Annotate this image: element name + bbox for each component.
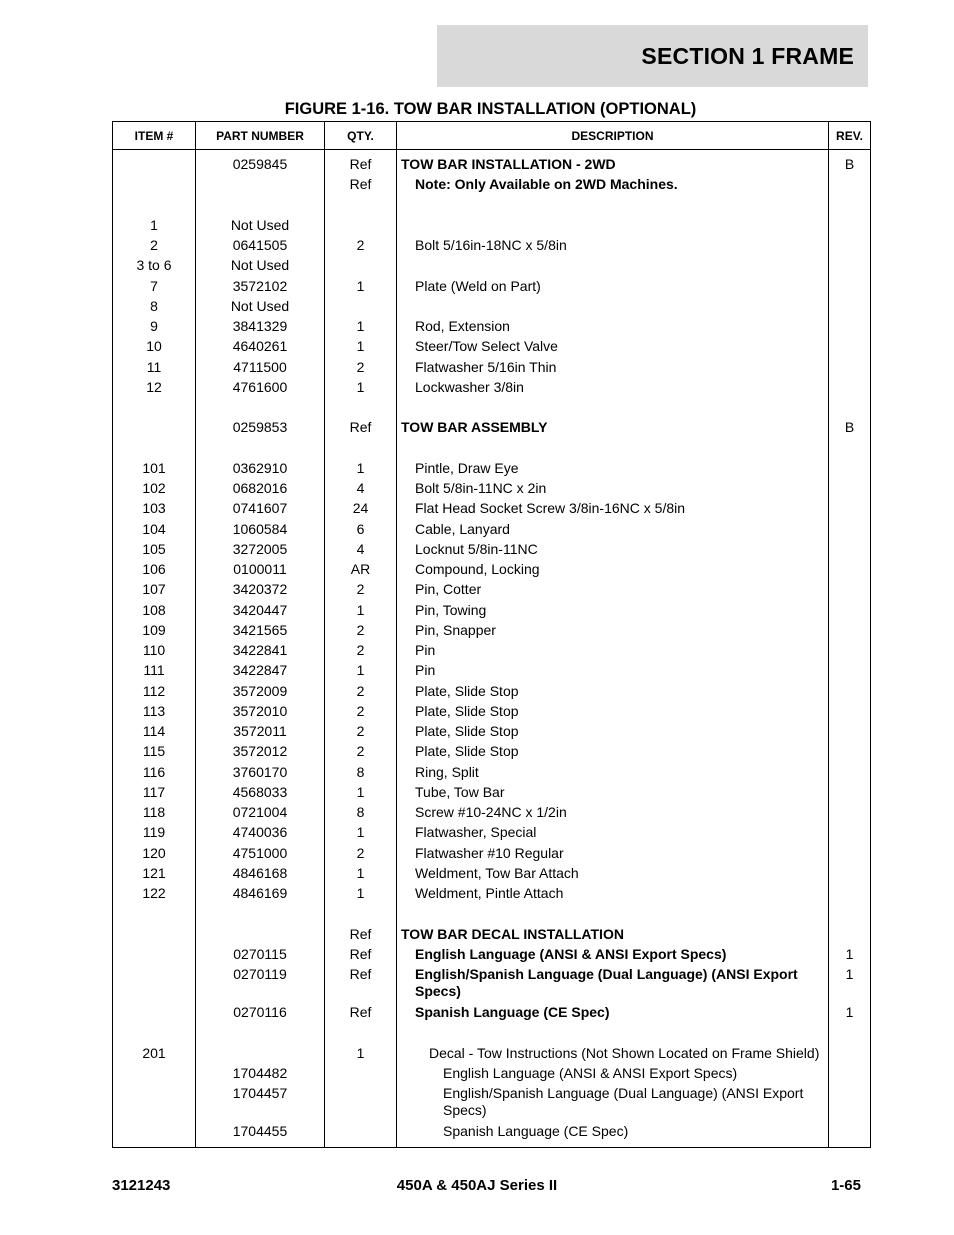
- section-header: [437, 25, 868, 87]
- table-row: [113, 440, 871, 460]
- rev-cell: B: [829, 150, 871, 177]
- table-row: [113, 723, 871, 743]
- item-cell: 116: [113, 764, 196, 784]
- rev-cell: [829, 1045, 871, 1065]
- qty-cell: 1: [325, 602, 397, 622]
- part-number-cell: 0270119: [196, 966, 325, 1004]
- description-cell: Cable, Lanyard: [397, 521, 829, 541]
- item-cell: 118: [113, 804, 196, 824]
- rev-cell: [829, 318, 871, 338]
- rev-cell: [829, 298, 871, 318]
- table-row: [113, 359, 871, 379]
- table-row: [113, 379, 871, 399]
- item-cell: 117: [113, 784, 196, 804]
- qty-cell: [325, 1065, 397, 1085]
- part-number-cell: 3272005: [196, 541, 325, 561]
- item-cell: 110: [113, 642, 196, 662]
- part-number-cell: 3422847: [196, 662, 325, 682]
- qty-cell: [325, 1024, 397, 1044]
- rev-cell: [829, 237, 871, 257]
- part-number-cell: 3841329: [196, 318, 325, 338]
- description-cell: Lockwasher 3/8in: [397, 379, 829, 399]
- item-cell: 108: [113, 602, 196, 622]
- rev-cell: [829, 885, 871, 905]
- part-number-cell: Not Used: [196, 298, 325, 318]
- part-number-cell: 0270115: [196, 946, 325, 966]
- table-row: [113, 865, 871, 885]
- part-number-cell: [196, 905, 325, 925]
- qty-cell: 2: [325, 642, 397, 662]
- rev-cell: [829, 257, 871, 277]
- item-cell: 120: [113, 845, 196, 865]
- part-number-cell: [196, 440, 325, 460]
- description-cell: Spanish Language (CE Spec): [397, 1123, 829, 1148]
- qty-cell: Ref: [325, 946, 397, 966]
- description-cell: [397, 217, 829, 237]
- rev-cell: [829, 905, 871, 925]
- description-cell: Weldment, Tow Bar Attach: [397, 865, 829, 885]
- table-row: [113, 278, 871, 298]
- description-cell: Plate, Slide Stop: [397, 703, 829, 723]
- table-row: [113, 150, 871, 177]
- part-number-cell: 0682016: [196, 480, 325, 500]
- part-number-cell: 0259853: [196, 419, 325, 439]
- item-cell: 103: [113, 500, 196, 520]
- table-row: [113, 399, 871, 419]
- item-cell: [113, 419, 196, 439]
- qty-cell: [325, 440, 397, 460]
- table-row: [113, 905, 871, 925]
- description-cell: Pintle, Draw Eye: [397, 460, 829, 480]
- item-cell: 9: [113, 318, 196, 338]
- qty-cell: 1: [325, 662, 397, 682]
- item-cell: 2: [113, 237, 196, 257]
- item-cell: [113, 150, 196, 177]
- qty-cell: Ref: [325, 926, 397, 946]
- table-row: [113, 703, 871, 723]
- item-cell: 104: [113, 521, 196, 541]
- table-row: [113, 197, 871, 217]
- rev-cell: [829, 743, 871, 763]
- table-row: [113, 804, 871, 824]
- table-row: [113, 1085, 871, 1123]
- item-cell: 11: [113, 359, 196, 379]
- qty-cell: 1: [325, 278, 397, 298]
- description-cell: [397, 905, 829, 925]
- description-cell: [397, 257, 829, 277]
- rev-cell: [829, 703, 871, 723]
- rev-cell: [829, 521, 871, 541]
- qty-cell: [325, 1085, 397, 1123]
- rev-cell: [829, 865, 871, 885]
- qty-cell: 2: [325, 703, 397, 723]
- qty-cell: [325, 399, 397, 419]
- table-row: [113, 480, 871, 500]
- table-row: [113, 500, 871, 520]
- part-number-cell: 3760170: [196, 764, 325, 784]
- rev-cell: [829, 581, 871, 601]
- rev-cell: [829, 338, 871, 358]
- footer-page-number: 1-65: [830, 1177, 861, 1194]
- qty-cell: 24: [325, 500, 397, 520]
- table-row: [113, 764, 871, 784]
- item-cell: [113, 905, 196, 925]
- item-cell: 106: [113, 561, 196, 581]
- description-cell: [397, 1024, 829, 1044]
- rev-cell: [829, 845, 871, 865]
- item-cell: [113, 1065, 196, 1085]
- part-number-cell: 4711500: [196, 359, 325, 379]
- rev-cell: [829, 683, 871, 703]
- description-cell: Spanish Language (CE Spec): [397, 1004, 829, 1024]
- part-number-cell: 0100011: [196, 561, 325, 581]
- description-cell: Plate (Weld on Part): [397, 278, 829, 298]
- table-row: [113, 966, 871, 1004]
- part-number-cell: 4751000: [196, 845, 325, 865]
- qty-cell: 2: [325, 723, 397, 743]
- part-number-cell: 0270116: [196, 1004, 325, 1024]
- qty-cell: [325, 298, 397, 318]
- table-row: [113, 602, 871, 622]
- item-cell: 107: [113, 581, 196, 601]
- section-title: SECTION 1 FRAME: [641, 42, 854, 69]
- column-header-rev: REV.: [829, 122, 871, 150]
- description-cell: Pin, Towing: [397, 602, 829, 622]
- qty-cell: 1: [325, 460, 397, 480]
- rev-cell: [829, 642, 871, 662]
- description-cell: Bolt 5/16in-18NC x 5/8in: [397, 237, 829, 257]
- table-row: [113, 338, 871, 358]
- description-cell: Note: Only Available on 2WD Machines.: [397, 176, 829, 196]
- rev-cell: [829, 723, 871, 743]
- qty-cell: [325, 197, 397, 217]
- description-cell: [397, 399, 829, 419]
- part-number-cell: [196, 399, 325, 419]
- item-cell: [113, 1024, 196, 1044]
- part-number-cell: 3572102: [196, 278, 325, 298]
- qty-cell: 2: [325, 683, 397, 703]
- item-cell: [113, 926, 196, 946]
- item-cell: 105: [113, 541, 196, 561]
- item-cell: 3 to 6: [113, 257, 196, 277]
- qty-cell: [325, 905, 397, 925]
- part-number-cell: 0362910: [196, 460, 325, 480]
- qty-cell: 2: [325, 359, 397, 379]
- description-cell: [397, 298, 829, 318]
- item-cell: 8: [113, 298, 196, 318]
- rev-cell: [829, 460, 871, 480]
- description-cell: [397, 197, 829, 217]
- figure-title: FIGURE 1-16. TOW BAR INSTALLATION (OPTIONAL): [284, 100, 697, 118]
- description-cell: TOW BAR INSTALLATION - 2WD: [397, 150, 829, 177]
- item-cell: 121: [113, 865, 196, 885]
- table-row: [113, 521, 871, 541]
- part-number-cell: [196, 176, 325, 196]
- qty-cell: AR: [325, 561, 397, 581]
- item-cell: 101: [113, 460, 196, 480]
- part-number-cell: 0259845: [196, 150, 325, 177]
- qty-cell: 2: [325, 237, 397, 257]
- qty-cell: [325, 1123, 397, 1148]
- qty-cell: 1: [325, 318, 397, 338]
- part-number-cell: 4740036: [196, 824, 325, 844]
- item-cell: [113, 1085, 196, 1123]
- item-cell: [113, 946, 196, 966]
- table-row: [113, 176, 871, 196]
- item-cell: [113, 966, 196, 1004]
- table-row: [113, 257, 871, 277]
- item-cell: 122: [113, 885, 196, 905]
- part-number-cell: 0741607: [196, 500, 325, 520]
- part-number-cell: 1060584: [196, 521, 325, 541]
- parts-table-body: [113, 150, 871, 1148]
- description-cell: Locknut 5/8in-11NC: [397, 541, 829, 561]
- part-number-cell: 3420447: [196, 602, 325, 622]
- table-row: [113, 217, 871, 237]
- part-number-cell: 0641505: [196, 237, 325, 257]
- item-cell: 109: [113, 622, 196, 642]
- description-cell: Pin: [397, 662, 829, 682]
- qty-cell: 2: [325, 622, 397, 642]
- part-number-cell: 3422841: [196, 642, 325, 662]
- rev-cell: [829, 440, 871, 460]
- rev-cell: [829, 824, 871, 844]
- description-cell: Steer/Tow Select Valve: [397, 338, 829, 358]
- qty-cell: 4: [325, 480, 397, 500]
- rev-cell: [829, 359, 871, 379]
- rev-cell: [829, 926, 871, 946]
- description-cell: Bolt 5/8in-11NC x 2in: [397, 480, 829, 500]
- table-row: [113, 298, 871, 318]
- item-cell: 115: [113, 743, 196, 763]
- rev-cell: [829, 176, 871, 196]
- rev-cell: [829, 561, 871, 581]
- item-cell: [113, 399, 196, 419]
- rev-cell: [829, 217, 871, 237]
- part-number-cell: 1704455: [196, 1123, 325, 1148]
- part-number-cell: 3572010: [196, 703, 325, 723]
- qty-cell: Ref: [325, 176, 397, 196]
- description-cell: Tube, Tow Bar: [397, 784, 829, 804]
- part-number-cell: 1704457: [196, 1085, 325, 1123]
- part-number-cell: 4568033: [196, 784, 325, 804]
- item-cell: [113, 197, 196, 217]
- part-number-cell: [196, 926, 325, 946]
- description-cell: English/Spanish Language (Dual Language) (ANSI Export Specs): [397, 966, 829, 1004]
- table-row: [113, 561, 871, 581]
- rev-cell: [829, 1085, 871, 1123]
- table-row: [113, 946, 871, 966]
- part-number-cell: 3572012: [196, 743, 325, 763]
- qty-cell: 1: [325, 1045, 397, 1065]
- part-number-cell: 4640261: [196, 338, 325, 358]
- qty-cell: 2: [325, 845, 397, 865]
- part-number-cell: 4761600: [196, 379, 325, 399]
- rev-cell: B: [829, 419, 871, 439]
- footer-model: 450A & 450AJ Series II: [396, 1177, 558, 1194]
- rev-cell: [829, 541, 871, 561]
- table-row: [113, 541, 871, 561]
- table-row: [113, 885, 871, 905]
- item-cell: [113, 440, 196, 460]
- rev-cell: [829, 399, 871, 419]
- item-cell: 113: [113, 703, 196, 723]
- item-cell: 119: [113, 824, 196, 844]
- table-row: [113, 926, 871, 946]
- qty-cell: 8: [325, 804, 397, 824]
- qty-cell: 2: [325, 743, 397, 763]
- part-number-cell: [196, 1045, 325, 1065]
- item-cell: 112: [113, 683, 196, 703]
- description-cell: Rod, Extension: [397, 318, 829, 338]
- table-row: [113, 1065, 871, 1085]
- item-cell: 10: [113, 338, 196, 358]
- rev-cell: 1: [829, 966, 871, 1004]
- description-cell: Decal - Tow Instructions (Not Shown Located on Frame Shield): [397, 1045, 829, 1065]
- table-row: [113, 419, 871, 439]
- rev-cell: [829, 784, 871, 804]
- qty-cell: [325, 217, 397, 237]
- description-cell: Plate, Slide Stop: [397, 743, 829, 763]
- qty-cell: 1: [325, 885, 397, 905]
- table-row: [113, 845, 871, 865]
- item-cell: 114: [113, 723, 196, 743]
- qty-cell: 8: [325, 764, 397, 784]
- description-cell: Pin, Snapper: [397, 622, 829, 642]
- rev-cell: [829, 602, 871, 622]
- table-header-row: [113, 122, 871, 150]
- table-row: [113, 581, 871, 601]
- table-row: [113, 683, 871, 703]
- footer-doc-number: 3121243: [112, 1177, 171, 1194]
- item-cell: [113, 1004, 196, 1024]
- table-row: [113, 460, 871, 480]
- part-number-cell: 1704482: [196, 1065, 325, 1085]
- description-cell: TOW BAR ASSEMBLY: [397, 419, 829, 439]
- qty-cell: 6: [325, 521, 397, 541]
- rev-cell: 1: [829, 946, 871, 966]
- description-cell: Flatwasher #10 Regular: [397, 845, 829, 865]
- column-header-qty: QTY.: [325, 122, 397, 150]
- table-row: [113, 662, 871, 682]
- table-row: [113, 1024, 871, 1044]
- rev-cell: [829, 1024, 871, 1044]
- part-number-cell: Not Used: [196, 257, 325, 277]
- part-number-cell: [196, 197, 325, 217]
- table-row: [113, 784, 871, 804]
- part-number-cell: [196, 1024, 325, 1044]
- qty-cell: 1: [325, 379, 397, 399]
- rev-cell: [829, 500, 871, 520]
- rev-cell: 1: [829, 1004, 871, 1024]
- part-number-cell: 3572009: [196, 683, 325, 703]
- table-row: [113, 1045, 871, 1065]
- description-cell: Pin: [397, 642, 829, 662]
- table-row: [113, 237, 871, 257]
- qty-cell: 1: [325, 784, 397, 804]
- description-cell: Flatwasher 5/16in Thin: [397, 359, 829, 379]
- description-cell: English/Spanish Language (Dual Language) (ANSI Export Specs): [397, 1085, 829, 1123]
- column-header-part-number: PART NUMBER: [196, 122, 325, 150]
- item-cell: 111: [113, 662, 196, 682]
- description-cell: Flatwasher, Special: [397, 824, 829, 844]
- table-row: [113, 1004, 871, 1024]
- part-number-cell: 4846168: [196, 865, 325, 885]
- part-number-cell: 4846169: [196, 885, 325, 905]
- rev-cell: [829, 197, 871, 217]
- description-cell: Ring, Split: [397, 764, 829, 784]
- item-cell: 1: [113, 217, 196, 237]
- qty-cell: Ref: [325, 1004, 397, 1024]
- table-row: [113, 318, 871, 338]
- rev-cell: [829, 622, 871, 642]
- part-number-cell: 3421565: [196, 622, 325, 642]
- qty-cell: [325, 257, 397, 277]
- column-header-item: ITEM #: [113, 122, 196, 150]
- description-cell: Flat Head Socket Screw 3/8in-16NC x 5/8in: [397, 500, 829, 520]
- part-number-cell: Not Used: [196, 217, 325, 237]
- description-cell: Weldment, Pintle Attach: [397, 885, 829, 905]
- table-row: [113, 622, 871, 642]
- description-cell: Plate, Slide Stop: [397, 683, 829, 703]
- rev-cell: [829, 1123, 871, 1148]
- parts-table: [112, 121, 871, 1148]
- qty-cell: Ref: [325, 150, 397, 177]
- part-number-cell: 0721004: [196, 804, 325, 824]
- table-row: [113, 1123, 871, 1148]
- rev-cell: [829, 764, 871, 784]
- rev-cell: [829, 1065, 871, 1085]
- description-cell: TOW BAR DECAL INSTALLATION: [397, 926, 829, 946]
- table-row: [113, 743, 871, 763]
- item-cell: 7: [113, 278, 196, 298]
- qty-cell: 4: [325, 541, 397, 561]
- description-cell: Screw #10-24NC x 1/2in: [397, 804, 829, 824]
- qty-cell: 2: [325, 581, 397, 601]
- part-number-cell: 3572011: [196, 723, 325, 743]
- item-cell: 12: [113, 379, 196, 399]
- rev-cell: [829, 278, 871, 298]
- description-cell: Pin, Cotter: [397, 581, 829, 601]
- qty-cell: Ref: [325, 966, 397, 1004]
- qty-cell: 1: [325, 865, 397, 885]
- rev-cell: [829, 480, 871, 500]
- description-cell: Plate, Slide Stop: [397, 723, 829, 743]
- description-cell: English Language (ANSI & ANSI Export Specs): [397, 1065, 829, 1085]
- column-header-description: DESCRIPTION: [397, 122, 829, 150]
- table-row: [113, 824, 871, 844]
- rev-cell: [829, 662, 871, 682]
- part-number-cell: 3420372: [196, 581, 325, 601]
- description-cell: Compound, Locking: [397, 561, 829, 581]
- item-cell: [113, 176, 196, 196]
- item-cell: [113, 1123, 196, 1148]
- description-cell: English Language (ANSI & ANSI Export Specs): [397, 946, 829, 966]
- qty-cell: 1: [325, 338, 397, 358]
- qty-cell: 1: [325, 824, 397, 844]
- table-row: [113, 642, 871, 662]
- rev-cell: [829, 379, 871, 399]
- rev-cell: [829, 804, 871, 824]
- item-cell: 102: [113, 480, 196, 500]
- item-cell: 201: [113, 1045, 196, 1065]
- description-cell: [397, 440, 829, 460]
- qty-cell: Ref: [325, 419, 397, 439]
